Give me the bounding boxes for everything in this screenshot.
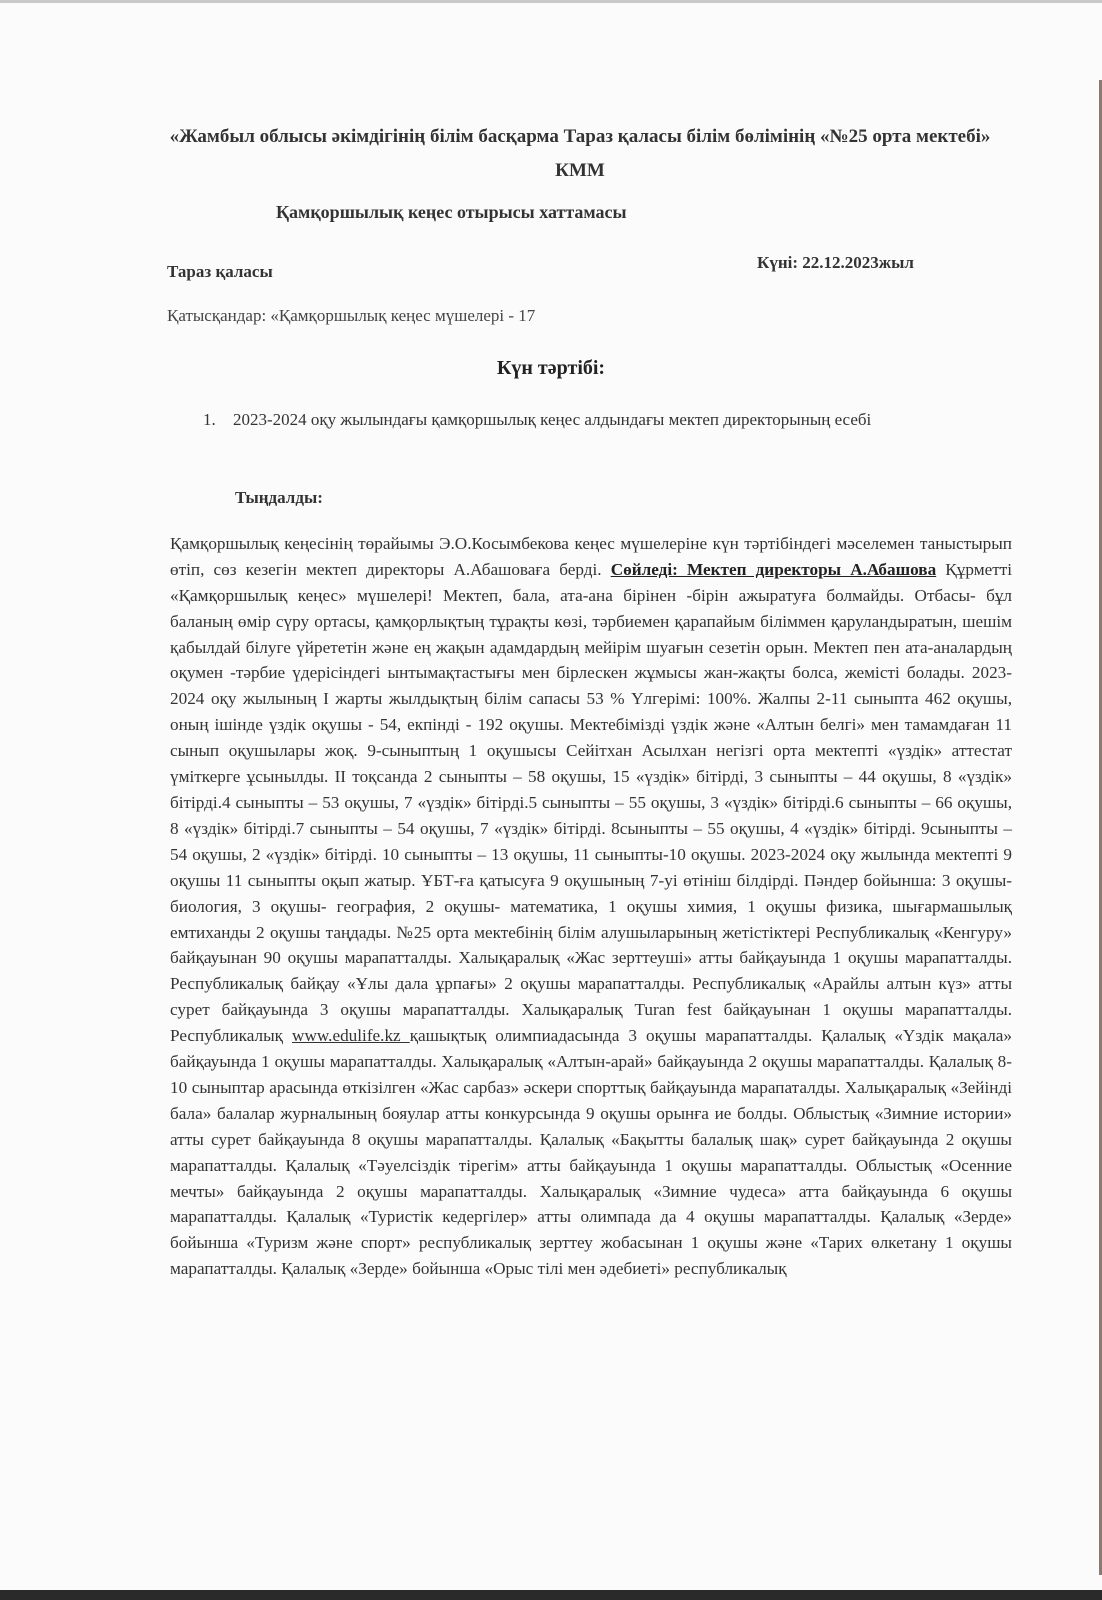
date-label: Күні: 22.12.2023жыл [757, 253, 914, 272]
speaker-label: Сөйледі: Мектеп директоры А.Абашова [610, 559, 937, 579]
document-title: Қамқоршылық кеңес отырысы хаттамасы [276, 202, 627, 222]
speech-text-part2: қашықтық олимпиадасында 3 оқушы марапатталды. Қалалық «Үздік мақала» байқауында 1 оқушы марапатталды. Халықаралық «Алтын-арай» байқауында 2 оқушы марапатталды. Қалалық 8-10 сыныптар арасында өткізілген «Жас сарбаз» әскери спорттық байқауында марапаталды. Халықаралық «Зейінді бала» балалар журналының бояулар атты конкурсында 9 оқушы орынға ие болды. Облыстық «Зимние истории» атты сурет байқауында 8 оқушы марапатталды. Қалалық «Бақытты балалық шақ» сурет байқауында 2 оқушы марапатталды. Қалалық «Тәуелсіздік тірегім» атты байқауында 1 оқушы марапатталды. Облыстық «Осенние мечты» байқауында 2 оқушы марапатталды. Халықаралық «Зимние чудеса» атта байқауында 6 оқушы марапатталды. Қалалық «Туристік кедергілер» атты олимпада да 4 оқушы марапатталды. Қалалық «Зерде» бойынша «Туризм және спорт» республикалық зерттеу жобасынан 1 оқушы және «Тарих өлкетану 1 оқушы марапатталды. Қалалық «Зерде» бойынша «Орыс тілі мен әдебиеті» республикалық [170, 1026, 1013, 1279]
photo-bottom-edge [0, 1590, 1102, 1600]
listened-heading: Тыңдалды: [235, 488, 323, 507]
organization-header: «Жамбыл облысы әкімдігінің білім басқарма Тараз қаласы білім бөлімінің «№25 орта мектебі» КММ [169, 126, 991, 181]
minutes-intro: Қамқоршылық кеңесінің төрайымы Э.О.Косымбекова кеңес мүшелеріне күн тәртібіндегі мәселемен таныстырып өтіп, сөз кезегін мектеп директоры А.Абашоваға берді. [170, 533, 1012, 579]
edulife-link[interactable]: www.edulife.kz [292, 1026, 410, 1046]
agenda-title: Күн тәртібі: [496, 357, 606, 379]
speech-text-part1: Құрметті «Қамқоршылық кеңес» мүшелері! Мектеп, бала, ата-ана бірінен -бірін ажыратуға болмайды. Отбасы- бұл баланың өмір сүру ортасы, қамқорлықтың тұрақты көзі, тәрбиемен қарапайым біліммен қаруландыратын, шешім қабылдай білуге үйрететін және ең жақын адамдардың мейірім шуағын сезетін орын. Мектеп пен ата-аналардың оқумен -тәрбие үдерісіндегі ынтымақтастығы мен бірлескен жұмысы жан-жақты болса, жемісті болады. 2023-2024 оқу жылының І жарты жылдықтың білім сапасы 53 % Үлгерімі: 100%. Жалпы 2-11 сыныпта 462 оқушы, оның ішінде үздік оқушы - 54, екпінді - 192 оқушы. Мектебімізді үздік және «Алтын белгі» мен тамамдаған 11 сынып оқушылары жоқ. 9-сыныптың 1 оқушысы Сейітхан Асылхан негізгі орта мектепті «үздік» аттестат үміткерге ұсынылды. ІІ тоқсанда 2 сыныпты – 58 оқушы, 15 «үздік» бітірді, 3 сыныпты – 44 оқушы, 8 «үздік» бітірді.4 сыныпты – 53 оқушы, 7 «үздік» бітірді.5 сыныпты – 55 оқушы, 3 «үздік» бітірді.6 сыныпты – 66 оқушы, 8 «үздік» бітірді.7 сыныпты – 54 оқушы, 7 «үздік» бітірді. 8сыныпты – 55 оқушы, 4 «үздік» бітірді. 9сыныпты – 54 оқушы, 2 «үздік» бітірді. 10 сыныпты – 13 оқушы, 11 сыныпты-10 оқушы. 2023-2024 оқу жылында мектепті 9 оқушы 11 сыныпты оқып жатыр. ҰБТ-ға қатысуға 9 оқушының 7-уі өтініш білдірді. Пәндер бойынша: 3 оқушы- биология, 3 оқушы- география, 2 оқушы- математика, 1 оқушы химия, 1 оқушы физика, шығармашылық емтиханды 2 оқушы таңдады. №25 орта мектебінің білім алушыларының жетістіктері Республикалық «Кенгуру» байқауынан 90 оқушы марапатталды. Халықаралық «Жас зерттеуші» атты байқауында 1 оқушы марапатталды. Республикалық байқау «Ұлы дала ұрпағы» 2 оқушы марапатталды. Республикалық «Арайлы алтын күз» атты сурет байқауында 3 оқушы марапатталды. Халықаралық Turan fest байқауынан 1 оқушы марапатталды. Республикалық [170, 559, 1013, 1046]
agenda-item-text: 2023-2024 оқу жылындағы қамқоршылық кеңес алдындағы мектеп директорының есебі [233, 410, 872, 429]
agenda-item [203, 405, 1013, 434]
minutes-body [170, 505, 1012, 1282]
participants-line: Қатысқандар: «Қамқоршылық кеңес мүшелері - 17 [167, 306, 536, 325]
city-label: Тараз қаласы [167, 262, 273, 281]
agenda-item-number: 1. [203, 410, 216, 429]
